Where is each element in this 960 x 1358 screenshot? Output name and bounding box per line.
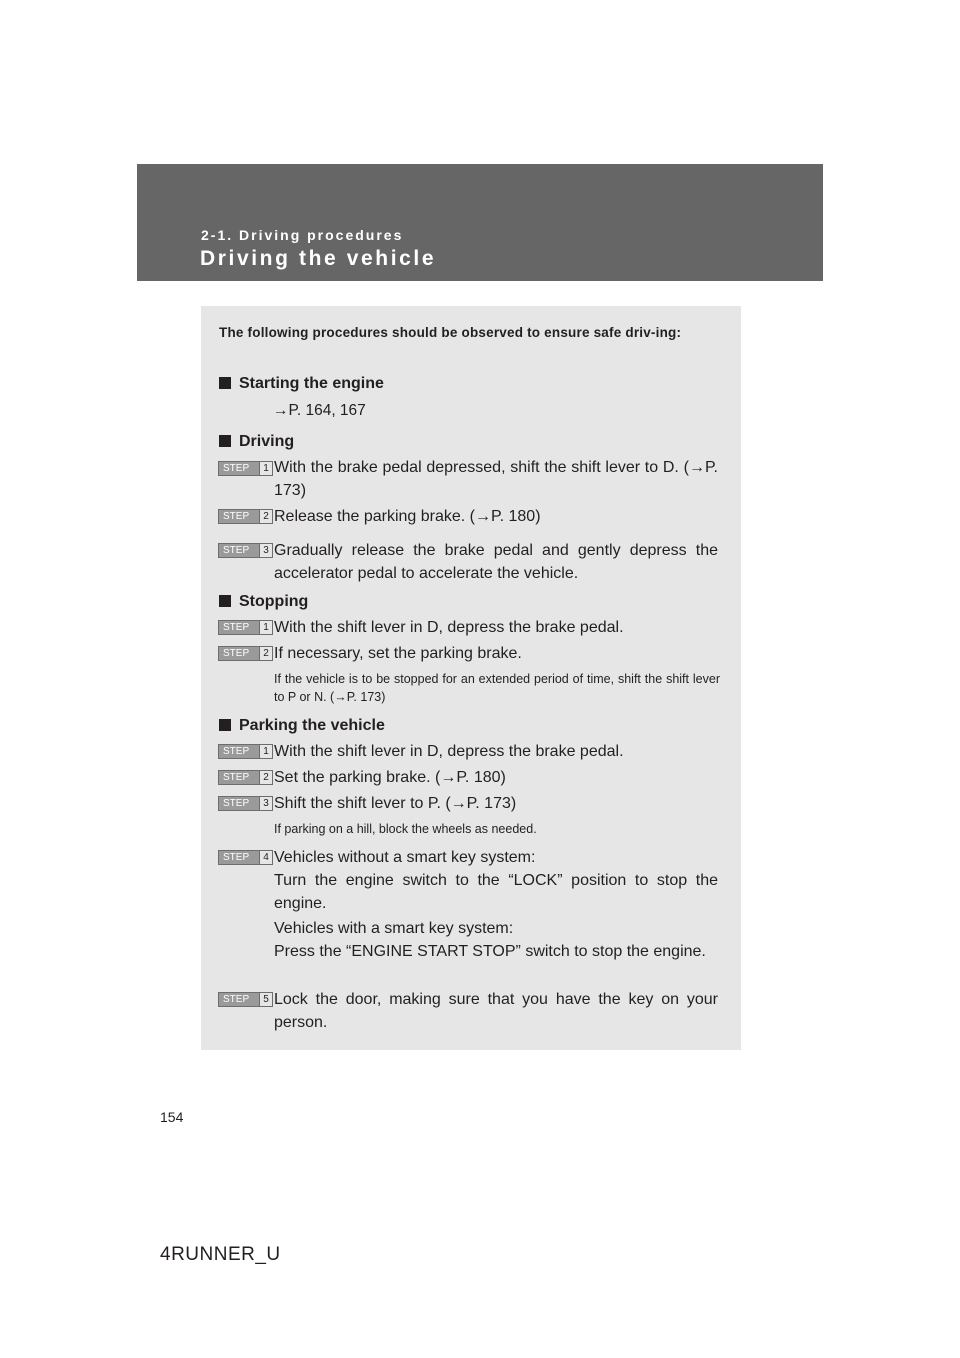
- chapter-header: [137, 164, 823, 281]
- step-text: Vehicles without a smart key system:: [274, 849, 536, 866]
- square-bullet-icon: [219, 595, 231, 607]
- step-badge: STEP 3: [218, 543, 273, 558]
- step-text: If necessary, set the parking brake.: [274, 645, 522, 662]
- step-badge: STEP 2: [218, 509, 273, 524]
- note-text: If the vehicle is to be stopped for an extended period of time, shift the shift lever to P or N. (→P. 173): [274, 672, 720, 704]
- step-badge: STEP 4: [218, 850, 273, 865]
- step-text: Turn the engine switch to the “LOCK” position to stop the engine.: [274, 872, 718, 912]
- section-title-stopping: Stopping: [219, 592, 308, 612]
- step-badge: STEP 3: [218, 796, 273, 811]
- step-text: Release the parking brake. (→P. 180): [274, 508, 541, 525]
- page-title: Driving the vehicle: [200, 247, 437, 270]
- section-title-driving: Driving: [219, 432, 294, 452]
- step-badge: STEP 5: [218, 992, 273, 1007]
- step-text: Vehicles with a smart key system:: [274, 920, 514, 937]
- step-text: With the shift lever in D, depress the brake pedal.: [274, 619, 624, 636]
- step-text: Shift the shift lever to P. (→P. 173): [274, 795, 517, 812]
- page-reference: →P. 164, 167: [273, 402, 366, 419]
- section-label: 2-1. Driving procedures: [201, 227, 404, 243]
- step-badge: STEP 1: [218, 461, 273, 476]
- procedure-box: [201, 306, 741, 1050]
- step-text: Gradually release the brake pedal and gently depress the accelerator pedal to accelerate the vehicle.: [274, 542, 718, 582]
- step-text: Press the “ENGINE START STOP” switch to stop the engine.: [274, 943, 706, 960]
- section-title-starting: Starting the engine: [219, 374, 384, 394]
- footer-code: 4RUNNER_U: [160, 1244, 281, 1265]
- step-text: Set the parking brake. (→P. 180): [274, 769, 506, 786]
- step-text: With the brake pedal depressed, shift the shift lever to D. (→P. 173): [274, 459, 718, 499]
- square-bullet-icon: [219, 435, 231, 447]
- square-bullet-icon: [219, 377, 231, 389]
- step-badge: STEP 1: [218, 744, 273, 759]
- step-badge: STEP 2: [218, 646, 273, 661]
- section-title-parking: Parking the vehicle: [219, 716, 385, 736]
- note-text: If parking on a hill, block the wheels as needed.: [274, 822, 537, 836]
- page-number: 154: [160, 1109, 184, 1125]
- intro-text: The following procedures should be observed to ensure safe driv-ing:: [219, 325, 682, 340]
- step-text: Lock the door, making sure that you have the key on your person.: [274, 991, 718, 1031]
- step-badge: STEP 1: [218, 620, 273, 635]
- square-bullet-icon: [219, 719, 231, 731]
- step-text: With the shift lever in D, depress the brake pedal.: [274, 743, 624, 760]
- step-badge: STEP 2: [218, 770, 273, 785]
